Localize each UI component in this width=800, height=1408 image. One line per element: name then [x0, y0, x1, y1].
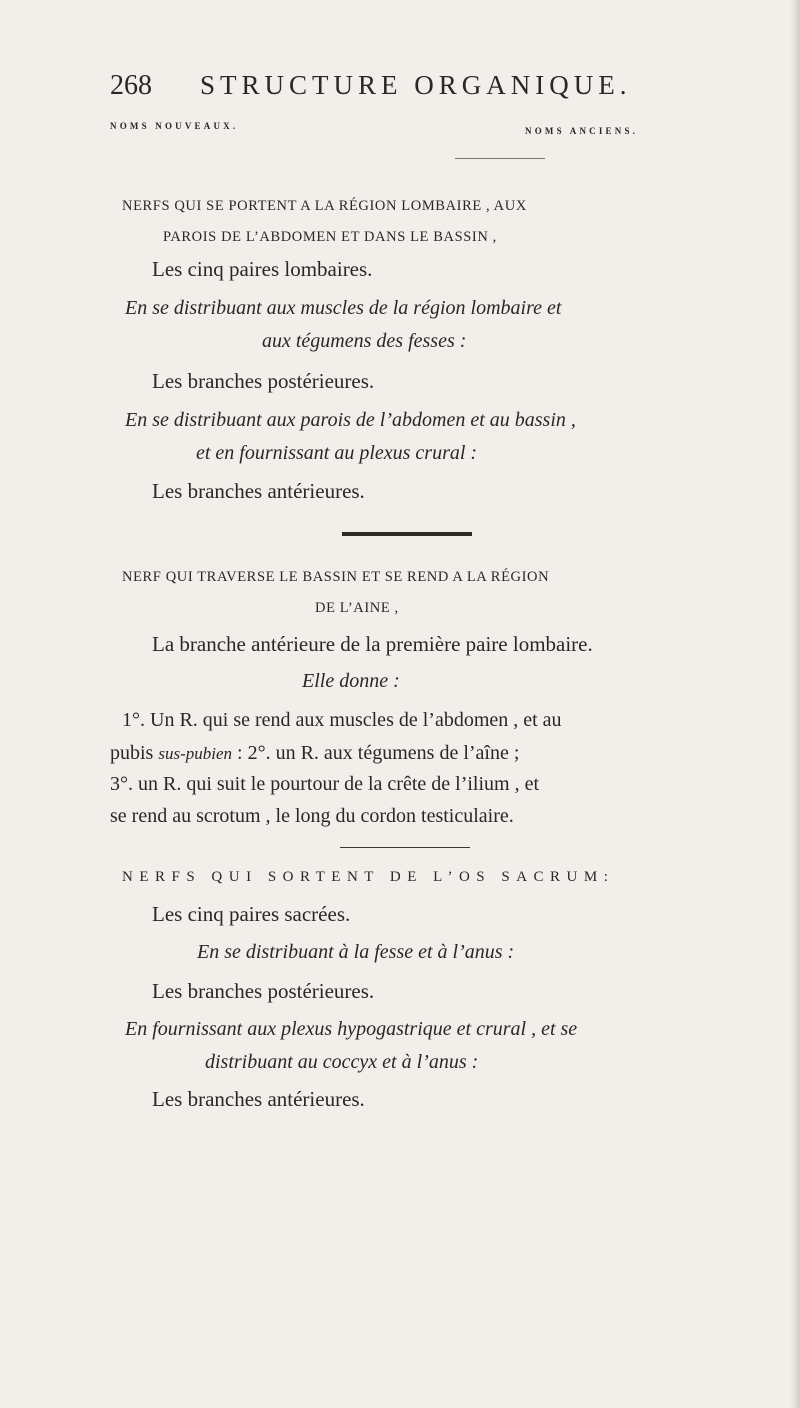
section1-desc1-line2: aux tégumens des fesses : [262, 330, 467, 352]
section1-desc2-line2: et en fournissant au plexus crural : [196, 442, 478, 464]
running-title: STRUCTURE ORGANIQUE. [200, 70, 632, 100]
column-heading-new-names: NOMS NOUVEAUX. [110, 121, 239, 131]
page-number: 268 [110, 70, 152, 101]
section1-heading-line1: NERFS QUI SE PORTENT A LA RÉGION LOMBAIRE , AUX [122, 198, 527, 214]
section1-title: Les cinq paires lombaires. [152, 257, 373, 281]
section1-heading-line2: PAROIS DE L’ABDOMEN ET DANS LE BASSIN , [163, 229, 497, 245]
section2-title: La branche antérieure de la première paire lombaire. [152, 632, 593, 656]
section-divider [340, 847, 470, 848]
page-edge-shadow [790, 0, 800, 1408]
section2-heading-line1: NERF QUI TRAVERSE LE BASSIN ET SE REND A LA RÉGION [122, 569, 550, 585]
section2-para-line3: 3°. un R. qui suit le pourtour de la crête de l’ilium , et [110, 773, 540, 795]
column-heading-old-names: NOMS ANCIENS. [525, 126, 639, 136]
section2-para-line2: pubis sus-pubien : 2°. un R. aux tégumens de l’aîne ; [110, 742, 520, 764]
section2-para-line1: 1°. Un R. qui se rend aux muscles de l’abdomen , et au [122, 709, 562, 731]
section1-desc2-line1: En se distribuant aux parois de l’abdomen et au bassin , [125, 409, 576, 431]
header-rule [455, 158, 545, 159]
section3-desc2-line1: En fournissant aux plexus hypogastrique et crural , et se [125, 1018, 578, 1040]
section1-branch-posterior: Les branches postérieures. [152, 369, 375, 393]
section2-para-line4: se rend au scrotum , le long du cordon testiculaire. [110, 805, 514, 827]
section2-gives: Elle donne : [302, 670, 400, 692]
section-divider [342, 532, 472, 536]
section3-desc1: En se distribuant à la fesse et à l’anus : [197, 941, 515, 963]
section3-desc2-line2: distribuant au coccyx et à l’anus : [205, 1051, 479, 1073]
section3-title: Les cinq paires sacrées. [152, 902, 351, 926]
section1-desc1-line1: En se distribuant aux muscles de la région lombaire et [125, 297, 562, 319]
section2-heading-line2: DE L’AINE , [315, 600, 399, 616]
section3-branch-anterior: Les branches antérieures. [152, 1087, 365, 1111]
section3-branch-posterior: Les branches postérieures. [152, 979, 375, 1003]
section1-branch-anterior: Les branches antérieures. [152, 479, 365, 503]
section3-heading: NERFS QUI SORTENT DE L’OS SACRUM: [122, 869, 615, 885]
